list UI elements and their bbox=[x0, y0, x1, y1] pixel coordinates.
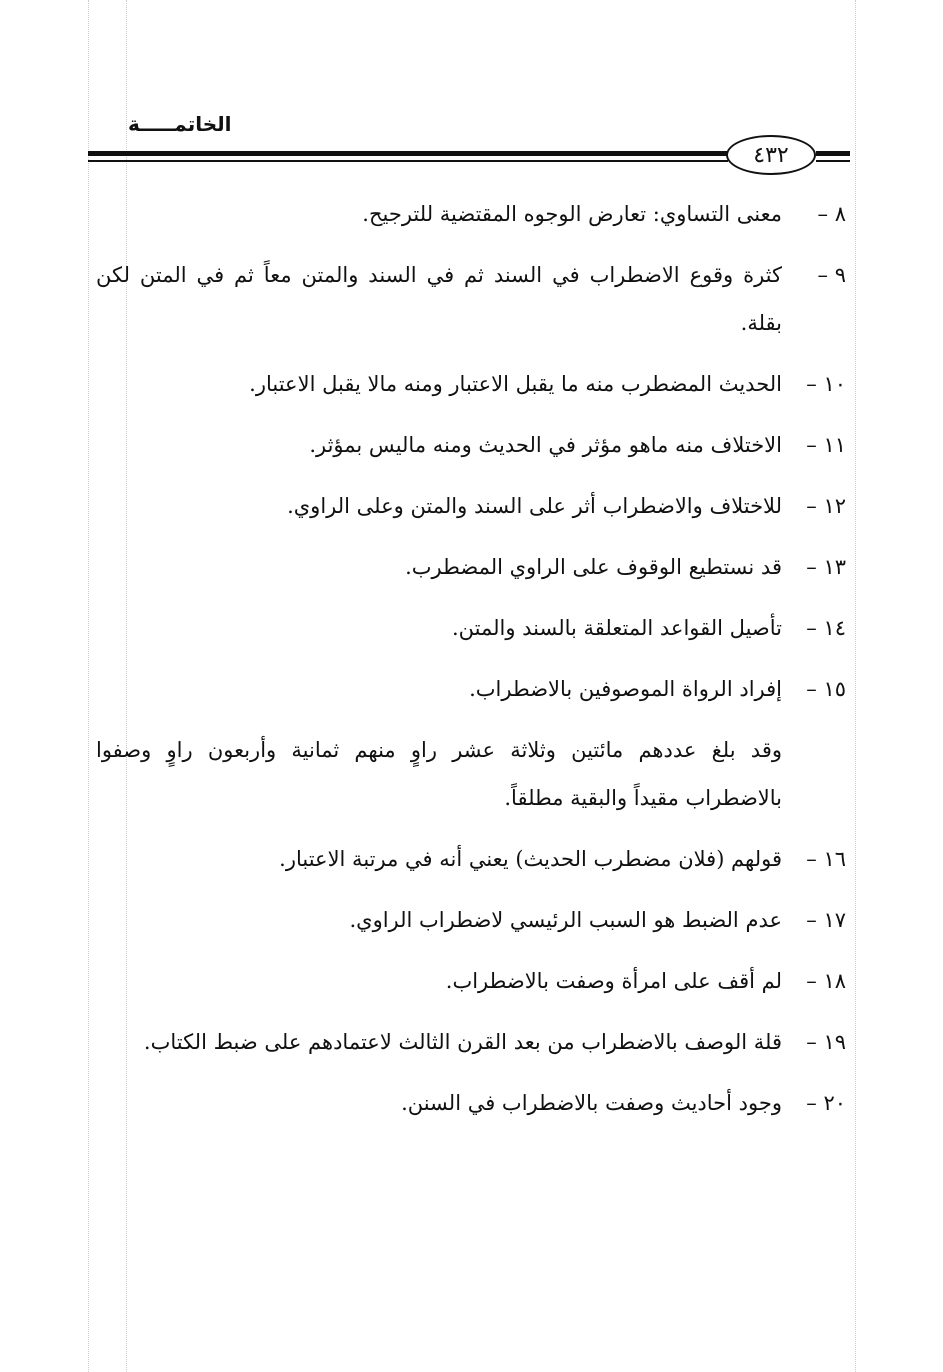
item-text: الحديث المضطرب منه ما يقبل الاعتبار ومنه مالا يقبل الاعتبار. bbox=[249, 372, 782, 396]
item-number: ١٣ – bbox=[806, 555, 846, 579]
list-item bbox=[96, 1018, 846, 1066]
item-number: ١٢ – bbox=[806, 494, 846, 518]
list-item bbox=[96, 1079, 846, 1127]
chapter-title: الخاتمـــــة bbox=[128, 112, 232, 136]
item-number: ١١ – bbox=[806, 433, 846, 457]
list-item bbox=[96, 665, 846, 713]
list-item bbox=[96, 360, 846, 408]
item-text: قولهم (فلان مضطرب الحديث) يعني أنه في مرتبة الاعتبار. bbox=[279, 847, 782, 871]
page-number: ٤٣٢ bbox=[726, 135, 816, 175]
item-number: ١٦ – bbox=[806, 847, 846, 871]
item-number: ١٩ – bbox=[806, 1030, 846, 1054]
header-rule-right-thick bbox=[816, 151, 850, 156]
list-item bbox=[96, 896, 846, 944]
conclusion-list bbox=[96, 190, 846, 1140]
header-rule-thick bbox=[88, 151, 728, 156]
item-note-paragraph: وقد بلغ عددهم مائتين وثلاثة عشر راوٍ منهم ثمانية وأربعون راوٍ وصفوا بالاضطراب مقيداً والبقية مطلقاً. bbox=[96, 738, 782, 810]
item-number: ١٥ – bbox=[806, 677, 846, 701]
item-number: ٢٠ – bbox=[806, 1091, 846, 1115]
list-item bbox=[96, 604, 846, 652]
header-rule-right-thin bbox=[816, 160, 850, 162]
item-number: ١٠ – bbox=[806, 372, 846, 396]
list-item bbox=[96, 421, 846, 469]
list-item bbox=[96, 190, 846, 238]
item-text: للاختلاف والاضطراب أثر على السند والمتن وعلى الراوي. bbox=[287, 494, 782, 518]
item-text: لم أقف على امرأة وصفت بالاضطراب. bbox=[445, 969, 782, 993]
list-item bbox=[96, 251, 846, 347]
item-text: قلة الوصف بالاضطراب من بعد القرن الثالث لاعتمادهم على ضبط الكتاب. bbox=[143, 1030, 782, 1054]
header-rule-thin bbox=[88, 160, 728, 162]
list-item bbox=[96, 835, 846, 883]
item-text: إفراد الرواة الموصوفين بالاضطراب. bbox=[469, 677, 782, 701]
item-text: الاختلاف منه ماهو مؤثر في الحديث ومنه ماليس بمؤثر. bbox=[309, 433, 782, 457]
item-number: ١٧ – bbox=[806, 908, 846, 932]
item-number: ١٤ – bbox=[806, 616, 846, 640]
item-number: ٩ – bbox=[817, 263, 846, 287]
item-text: عدم الضبط هو السبب الرئيسي لاضطراب الراوي. bbox=[349, 908, 782, 932]
item-number: ٨ – bbox=[817, 202, 846, 226]
list-item bbox=[96, 543, 846, 591]
item-text: قد نستطيع الوقوف على الراوي المضطرب. bbox=[405, 555, 782, 579]
item-text: معنى التساوي: تعارض الوجوه المقتضية للترجيح. bbox=[362, 202, 782, 226]
list-item bbox=[96, 482, 846, 530]
item-text: كثرة وقوع الاضطراب في السند ثم في السند والمتن معاً ثم في المتن لكن بقلة. bbox=[96, 263, 782, 335]
scan-guide-line bbox=[855, 0, 856, 1372]
item-text: تأصيل القواعد المتعلقة بالسند والمتن. bbox=[451, 616, 782, 640]
item-text: وجود أحاديث وصفت بالاضطراب في السنن. bbox=[401, 1091, 782, 1115]
list-item bbox=[96, 957, 846, 1005]
scan-guide-line bbox=[88, 0, 89, 1372]
item-number: ١٨ – bbox=[806, 969, 846, 993]
